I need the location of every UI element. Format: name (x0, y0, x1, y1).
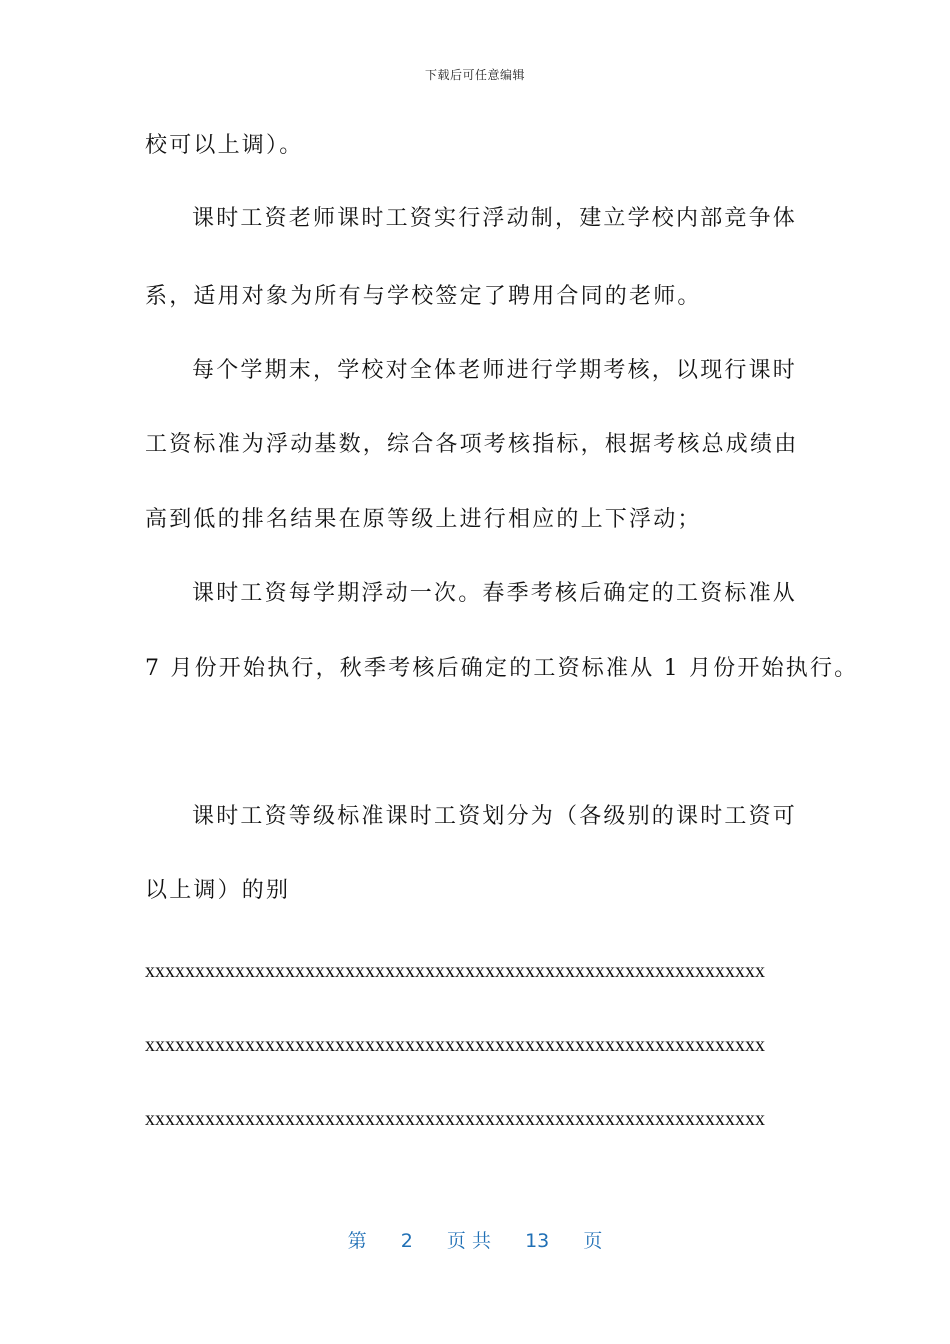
body-line-2: 课时工资老师课时工资实行浮动制，建立学校内部竞争体 (192, 206, 798, 231)
body-line-7: 课时工资每学期浮动一次。春季考核后确定的工资标准从 (192, 581, 798, 606)
placeholder-x-line-3: xxxxxxxxxxxxxxxxxxxxxxxxxxxxxxxxxxxxxxxxxxxxxxxxxxxxxxxxxxxxxx (145, 1108, 765, 1130)
page-footer (0, 1226, 950, 1253)
header-note: 下载后可任意编辑 (424, 68, 525, 82)
placeholder-x-line-2: xxxxxxxxxxxxxxxxxxxxxxxxxxxxxxxxxxxxxxxxxxxxxxxxxxxxxxxxxxxxxx (145, 1034, 765, 1056)
body-line-5: 工资标准为浮动基数，综合各项考核指标，根据考核总成绩由 (145, 432, 799, 457)
body-line-3: 系，适用对象为所有与学校签定了聘用合同的老师。 (145, 284, 702, 309)
placeholder-x-line-1: xxxxxxxxxxxxxxxxxxxxxxxxxxxxxxxxxxxxxxxxxxxxxxxxxxxxxxxxxxxxxx (145, 960, 765, 982)
body-line-1: 校可以上调）。 (145, 133, 304, 158)
footer-total-pages: 13 (525, 1230, 550, 1252)
footer-middle: 页 共 (446, 1230, 491, 1252)
body-line-4: 每个学期末，学校对全体老师进行学期考核，以现行课时 (192, 358, 798, 383)
body-line-6: 高到低的排名结果在原等级上进行相应的上下浮动； (145, 507, 702, 532)
footer-page-prefix: 第 (347, 1230, 367, 1252)
body-line-9: 课时工资等级标准课时工资划分为（各级别的课时工资可 (192, 804, 798, 829)
footer-page-suffix: 页 (583, 1230, 603, 1252)
body-line-8: 7 月份开始执行，秋季考核后确定的工资标准从 1 月份开始执行。 (145, 656, 859, 681)
body-line-10: 以上调）的别 (145, 878, 291, 903)
footer-current-page: 2 (400, 1230, 413, 1252)
